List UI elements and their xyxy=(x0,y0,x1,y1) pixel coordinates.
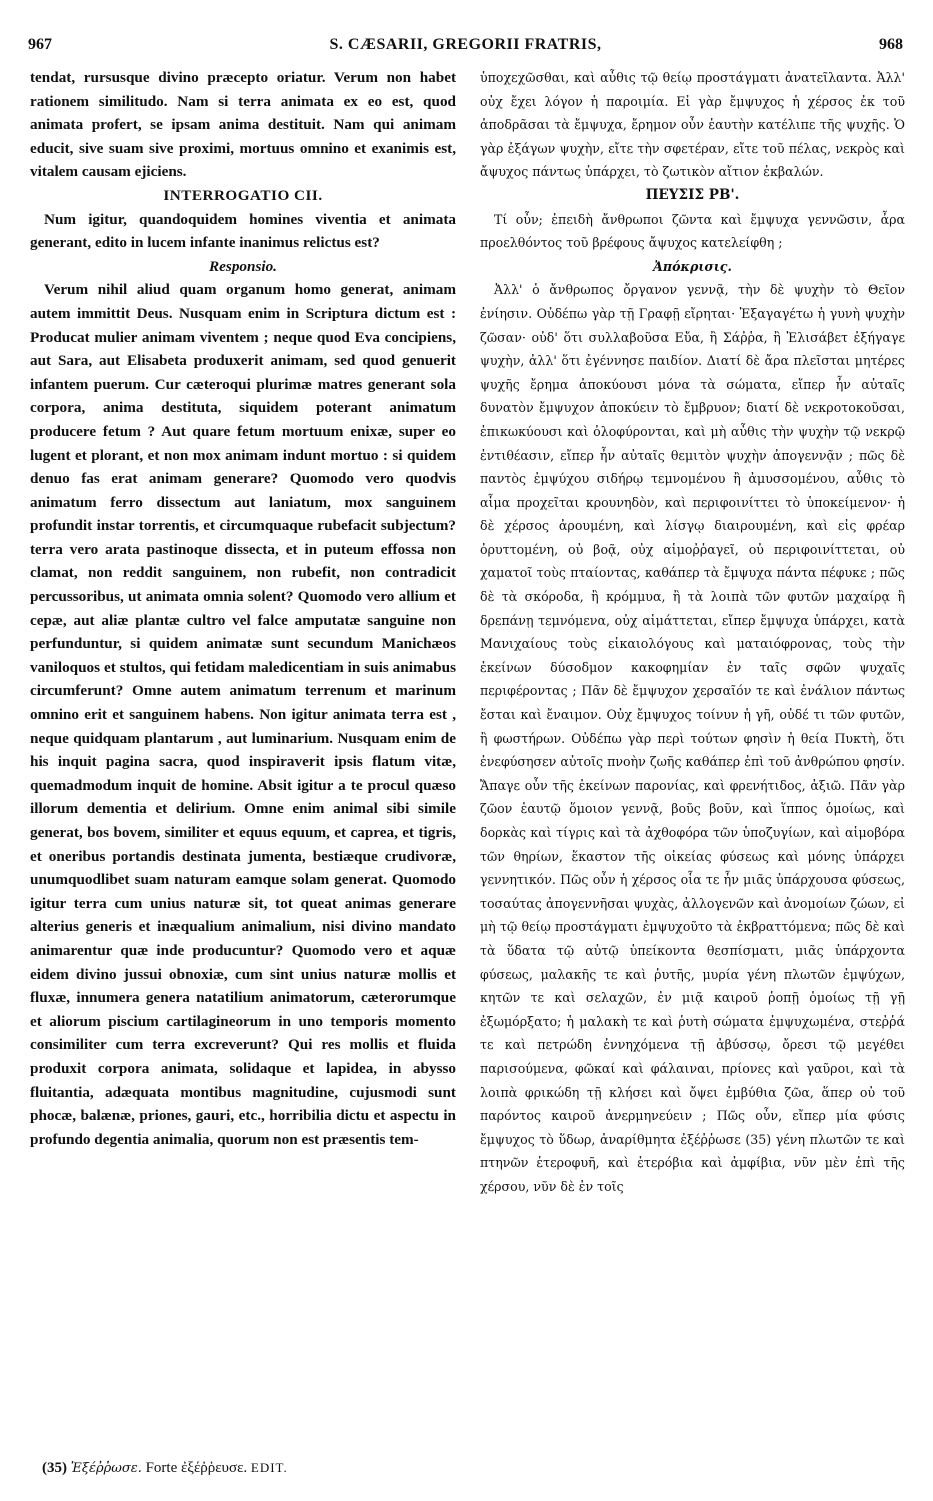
footnote-greek-word: Ἐξέῤῥωσε. xyxy=(70,1461,142,1476)
greek-paragraph-1: ὑποχεχῶσθαι, καὶ αὖθις τῷ θείῳ προστάγματι ἀνατεῖλαντα. Ἀλλ' οὐχ ἔχει λόγον ἡ παροιμία. Εἰ γὰρ ἔμψυχος ἡ χέρσος ἐκ τοῦ ἀποδρᾶσαι τὰ ἔμψυχα, ἔρημον οὖν ἑαυτὴν κατέλιπε τῆς ψυχῆς. Ὁ γὰρ ἐξάγων ψυχὴν, εἴτε τὴν σφετέραν, εἴτε τοῦ πέλας, νεκρὸς καὶ ἄψυχος πάντως ὑπάρχει, τὸ ζωτικὸν αἴτιον ἐκβαλών. xyxy=(480,70,905,180)
footnote xyxy=(42,1460,288,1477)
latin-paragraph-1: tendat, rursusque divino præcepto oriatur. Verum non habet rationem similitudo. Nam si terra animata ex eo est, quod animata profert, se ipsam anima destituit. Nam qui animam educit, sive suam sive proximi, mortuus omnino et exanimis est, vitalem causam ejiciens. xyxy=(30,69,456,181)
page-number-right: 968 xyxy=(879,36,903,53)
footnote-text: Forte ἐξέῤῥευσε. xyxy=(145,1460,248,1476)
greek-column xyxy=(480,66,905,1199)
greek-heading: ΠΕΥΣΙΣ ΡΒ'. xyxy=(645,186,740,203)
greek-apokrisis-label: Ἀπόκρισις. xyxy=(653,258,732,274)
footnote-number: (35) xyxy=(42,1460,67,1476)
latin-answer: Verum nihil aliud quam organum homo generat, animam autem immittit Deus. Nusquam enim in Scriptura dictum est : Producat mulier animam viventem ; neque quod Eva concipiens, aut Sara, aut Elisabeta produxerit animam, sed quod genuerit infantem puerum. Cur cæteroqui plurimæ matres generant sola corpora, anima destituta, siquidem poterant animatum producere fetum ? Aut quare fetum mortuum enixæ, super eo lugent et plorant, et non mox animam indunt mortuo : si quidem denuo fas erat animam generare? Quomodo vero quodvis animatum ferro dissectum aut laniatum, mox sanguinem profundit instar torrentis, et circumquaque rubefacit subjectum? terra vero arata pastinoque dissecta, et in puteum effossa non clamat, non reddit sanguinem, non rubefit, non contradicit percussoribus, ut animata omnia solent? Quomodo vero allium et cepæ, aut aliæ plantæ cultro vel falce amputatæ sanguine non perfunduntur, si quidem animatæ sunt secundum Manichæos vaniloquos et stultos, qui fetidam maledicentiam in suis animabus circumferunt? Omne autem animatum terrenum et marinum omnino erit et sanguinem habens. Non igitur animata terra est , neque quidquam plantarum , aut luminarium. Nusquam enim de his inquit pagina sacra, quod inspiraverit ipsis flatum vitæ, quemadmodum inquit de homine. Absit igitur a te procul quæso illorum dementia et delirium. Omne enim animal sibi simile generat, bos bovem, similiter et equus equum, et caprea, et tigris, et oneribus portandis destinata jumenta, bestiæque crudivoræ, unumquodlibet suam naturam eamque solam generat. Quomodo igitur terra cum unius naturæ sit, tot queat animas generare alterius generis et inæqualium animalium, nisi divino mandato animarentur quæ inde producuntur? Quomodo vero et aquæ eidem divino jussui obnoxiæ, cum sint unius naturæ mollis et fluxæ, innumera genera natatilium animatorum, cæterorumque et aliorum piscium cartilagineorum in uno temporis momento consimiliter cum terra excreverunt? Qui res mollis et fluida produxit corpora animata, solidaque et lapidea, in abysso fluitantia, adæquata montibus magnitudine, cujusmodi sunt phocæ, balænæ, priones, gauri, etc., horribilia dictu et aspectu in profundo degentia animalia, quorum non est præsentis tem- xyxy=(30,281,456,1148)
latin-question: Num igitur, quandoquidem homines viventia et animata generant, edito in lucem infante inanimus relictus est? xyxy=(30,210,456,252)
page-header xyxy=(28,36,903,60)
greek-question: Τί οὖν; ἐπειδὴ ἄνθρωποι ζῶντα καὶ ἔμψυχα γεννῶσιν, ἆρα προελθόντος τοῦ βρέφους ἄψυχος κατελείφθη ; xyxy=(480,211,905,251)
page-number-left: 967 xyxy=(28,36,52,53)
footnote-editor-mark: EDIT. xyxy=(250,1460,288,1475)
latin-heading: INTERROGATIO CII. xyxy=(163,186,323,204)
greek-answer: Ἀλλ' ὁ ἄνθρωπος ὄργανον γεννᾷ, τὴν δὲ ψυχὴν τὸ Θεῖον ἐνίησιν. Οὐδέπω γὰρ τῇ Γραφῇ εἴρηται· Ἐξαγαγέτω ἡ γυνὴ ψυχὴν ζῶσαν· οὐδ' ὅτι συλλαβοῦσα Εὔα, ἢ Σάῤῥα, ἢ Ἐλισάβετ ἐξήγαγε ψυχὴν, ἀλλ' ὅτι ἐγέννησε παιδίον. Διατί δὲ ἄρα πλεῖσται μητέρες ψυχῆς ἔρημα ἀποκύουσι μόνα τὰ σώματα, εἴπερ ἦν αὐταῖς δυνατὸν ἔμψυχον ἀποκύειν τὸ ἔμβρυον; διατί δὲ νεκροτοκοῦσαι, ἐπικωκύουσι καὶ ὀλοφύρονται, καὶ μὴ αὖθις τὴν ψυχὴν τῷ νεκρῷ ἐντιθέασιν, εἴπερ ἦν αὐταῖς θεμιτὸν ψυχὴν ἀπογεννᾷν ; πῶς δὲ παντὸς ἐμψύχου σιδήρῳ τεμνομένου ἢ ἀμυσσομένου, αὖθις τὸ αἷμα προχεῖται κρουνηδὸν, καὶ περιφοινίττει τὸ ὑποκείμενον· ἡ δὲ χέρσος ἀρουμένη, καὶ λίσγῳ διαιρουμένη, καὶ εἰς φρέαρ ὀρυττομένη, οὐ βοᾷ, οὐχ αἱμοῤῥαγεῖ, οὐ περιφοινίττεται, οὐ χαματοῖ τοὺς πταίοντας, καθάπερ τὰ ἔμψυχα πάντα πέφυκε ; πῶς δὲ τὰ σκόροδα, ἢ κρόμμυα, ἢ τὰ λοιπὰ τῶν φυτῶν μαχαίρᾳ ἢ δρεπάνῃ τεμνόμενα, οὐχ αἱμάττεται, εἴπερ ἔμψυχα ὑπάρχει, κατὰ Μανιχαίους τοὺς εἰκαιολόγους καὶ ματαιόφρονας, τοὺς τὴν ἐκείνων δύσοδμον κακοφημίαν ἐν ταῖς σφῶν ψυχαῖς περιφέροντας ; Πᾶν δὲ ἔμψυχον χερσαῖόν τε καὶ ἐνάλιον πάντως ἔσται καὶ ἔναιμον. Οὐχ ἔμψυχος τοίνυν ἡ γῆ, οὐδέ τι τῶν φυτῶν, ἢ φωστήρων. Οὐδέπω γὰρ περὶ τούτων φησὶν ἡ θεία Πυκτὴ, ὅτι ἐνεφύσησεν αὐτοῖς πνοὴν ζωῆς καθάπερ ἐπὶ τοῦ ἀνθρώπου φησίν. Ἄπαγε οὖν τῆς ἐκείνων παρονίας, καὶ φρενήτιδος, ἀξιῶ. Πᾶν γὰρ ζῶον ἑαυτῷ ὅμοιον γεννᾷ, βοῦς βοῦν, καὶ ἵππος ὁμοίως, καὶ δορκὰς καὶ τίγρις καὶ τὰ ἀχθοφόρα τῶν ὑποζυγίων, καὶ αἱμοβόρα τῶν θηρίων, ἕκαστον τῆς οἰκείας φύσεως καὶ μόνης ὑπάρχει γεννητικόν. Πῶς οὖν ἡ χέρσος οἷα τε ἦν μιᾶς ὑπάρχουσα φύσεως, τοσαύτας ἀπογεννῆσαι ψυχὰς, ἀλλογενῶν καὶ ἀνομοίων ζώων, εἰ μὴ τῷ θείῳ προστάγματι ἐμψυχοῦτο τὰ ἐκβραττόμενα; πῶς δὲ καὶ τὰ ὕδατα τῷ αὐτῷ ὑπείκοντα θεσπίσματι, μιᾶς ὑπάρχοντα φύσεως, μαλακῆς τε καὶ ῥυτῆς, μυρία γένη πλωτῶν ἐμψύχων, κητῶν τε καὶ σελαχῶν, ἐν μιᾷ καιροῦ ῥοπῇ ὁμοίως τῇ γῇ ἐξωμόρξατο; ἡ μαλακὴ τε καὶ ῥυτὴ σώματα ἐμψυχωμένα, στεῤῥά τε καὶ πετρώδη ἐννηχόμενα τῇ ἀβύσσῳ, ὄρεσι τῷ μεγέθει παρισούμενα, φῶκαί καὶ φάλαιναι, πρίονες καὶ γαῦροι, καὶ τὰ λοιπὰ φρικώδη τῇ κλήσει καὶ ὄψει ἐμβύθια ζῶα, ἅπερ οὐ τοῦ παρόντος καιροῦ ἀνερμηνεύειν ; Πῶς οὖν, εἴπερ μία φύσις ἔμψυχος τὸ ὕδωρ, ἀναρίθμητα ἐξέῤῥωσε (35) γένη πλωτῶν τε καὶ πτηνῶν ἑτεροφυῆ, καὶ ἑτερόβια καὶ ἀμφίβια, νῦν μὲν ἐπὶ τῆς χέρσου, νῦν δὲ ἐν τοῖς xyxy=(480,282,905,1194)
latin-column xyxy=(30,66,456,1151)
latin-responsio-label: Responsio. xyxy=(209,257,277,275)
running-title: S. CÆSARII, GREGORII FRATRIS, xyxy=(329,36,602,53)
